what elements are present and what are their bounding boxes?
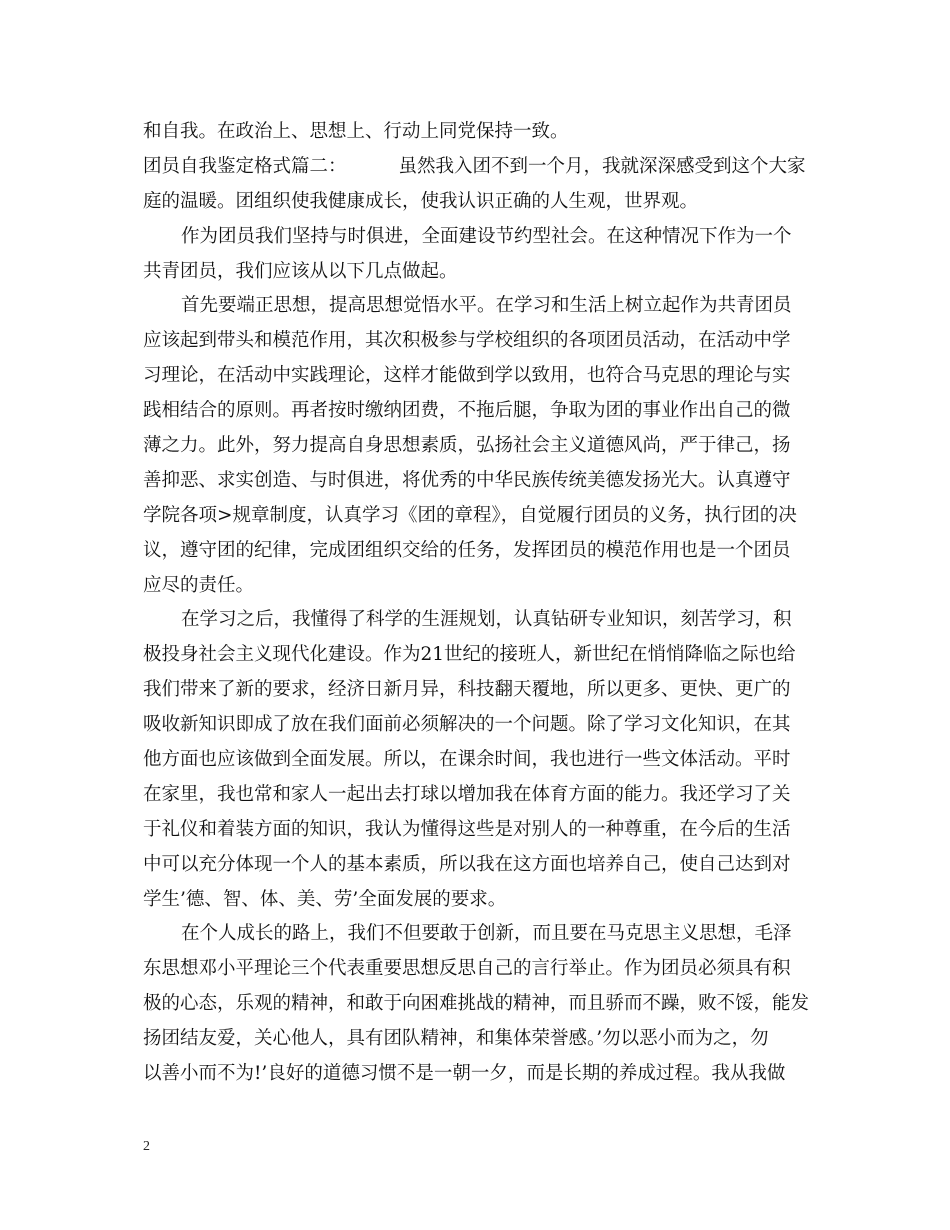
section-heading: 团员自我鉴定格式篇二： [143, 155, 347, 177]
text-line: 以善小而不为!’良好的道德习惯不是一朝一夕，而是长期的养成过程。我从我做 [143, 1063, 786, 1085]
page-number: 2 [143, 1139, 150, 1154]
text-line: 中可以充分体现一个人的基本素质，所以我在这方面也培养自己，使自己达到对 [143, 853, 791, 875]
text-line: 虽然我入团不到一个月，我就深深感受到这个大家 [398, 155, 806, 177]
text-line: 应该起到带头和模范作用，其次积极参与学校组织的各项团员活动，在活动中学 [143, 330, 791, 352]
text-line: 薄之力。此外，努力提高自身思想素质，弘扬社会主义道德风尚，严于律己，扬 [143, 435, 791, 457]
text-line: 庭的温暖。团组织使我健康成长，使我认识正确的人生观，世界观。 [143, 190, 699, 212]
text-line: 吸收新知识即成了放在我们面前必须解决的一个问题。除了学习文化知识，在其 [143, 714, 791, 736]
document-body [143, 115, 811, 1092]
paragraph-start-line: 在个人成长的路上，我们不但要敢于创新，而且要在马克思主义思想，毛泽 [181, 923, 792, 945]
text-line: 东思想邓小平理论三个代表重要思想反思自己的言行举止。作为团员必须具有积 [143, 958, 791, 980]
text-line: 议，遵守团的纪律，完成团组织交给的任务，发挥团员的模范作用也是一个团员 [143, 539, 791, 561]
text-line: 我们带来了新的要求，经济日新月异，科技翻天覆地，所以更多、更快、更广的 [143, 679, 791, 701]
text-line: 和自我。在政治上、思想上、行动上同党保持一致。 [143, 121, 569, 142]
text-line: 极的心态，乐观的精神，和敢于向困难挑战的精神，而且骄而不躁，败不馁，能发 [143, 993, 810, 1015]
paragraph-start-line: 首先要端正思想，提高思想觉悟水平。在学习和生活上树立起作为共青团员 [181, 295, 792, 317]
text-line: 扬团结友爱，关心他人，具有团队精神，和集体荣誉感。’勿以恶小而为之，勿 [143, 1028, 769, 1050]
text-line: 他方面也应该做到全面发展。所以，在课余时间，我也进行一些文体活动。平时 [143, 749, 791, 771]
text-line: 于礼仪和着装方面的知识，我认为懂得这些是对别人的一种尊重，在今后的生活 [143, 818, 791, 840]
text-line: 践相结合的原则。再者按时缴纳团费，不拖后腿，争取为团的事业作出自己的微 [143, 400, 791, 422]
text-line: 习理论，在活动中实践理论，这样才能做到学以致用，也符合马克思的理论与实 [143, 365, 791, 387]
text-line: 极投身社会主义现代化建设。作为21世纪的接班人，新世纪在悄悄降临之际也给 [143, 644, 796, 666]
section-heading-line [143, 150, 811, 185]
text-line: 应尽的责任。 [143, 574, 255, 596]
text-line: 共青团员，我们应该从以下几点做起。 [143, 260, 458, 282]
text-line: 善抑恶、求实创造、与时俱进，将优秀的中华民族传统美德发扬光大。认真遵守 [143, 469, 791, 491]
paragraph-start-line: 在学习之后，我懂得了科学的生涯规划，认真钻研专业知识，刻苦学习，积 [181, 609, 792, 631]
paragraph-start-line: 作为团员我们坚持与时俱进，全面建设节约型社会。在这种情况下作为一个 [181, 225, 792, 247]
text-line: 学生’德、智、体、美、劳’全面发展的要求。 [143, 888, 507, 910]
text-line: 学院各项>规章制度，认真学习《团的章程》，自觉履行团员的义务，执行团的决 [143, 504, 797, 526]
text-line: 在家里，我也常和家人一起出去打球以增加我在体育方面的能力。我还学习了关 [143, 783, 791, 805]
